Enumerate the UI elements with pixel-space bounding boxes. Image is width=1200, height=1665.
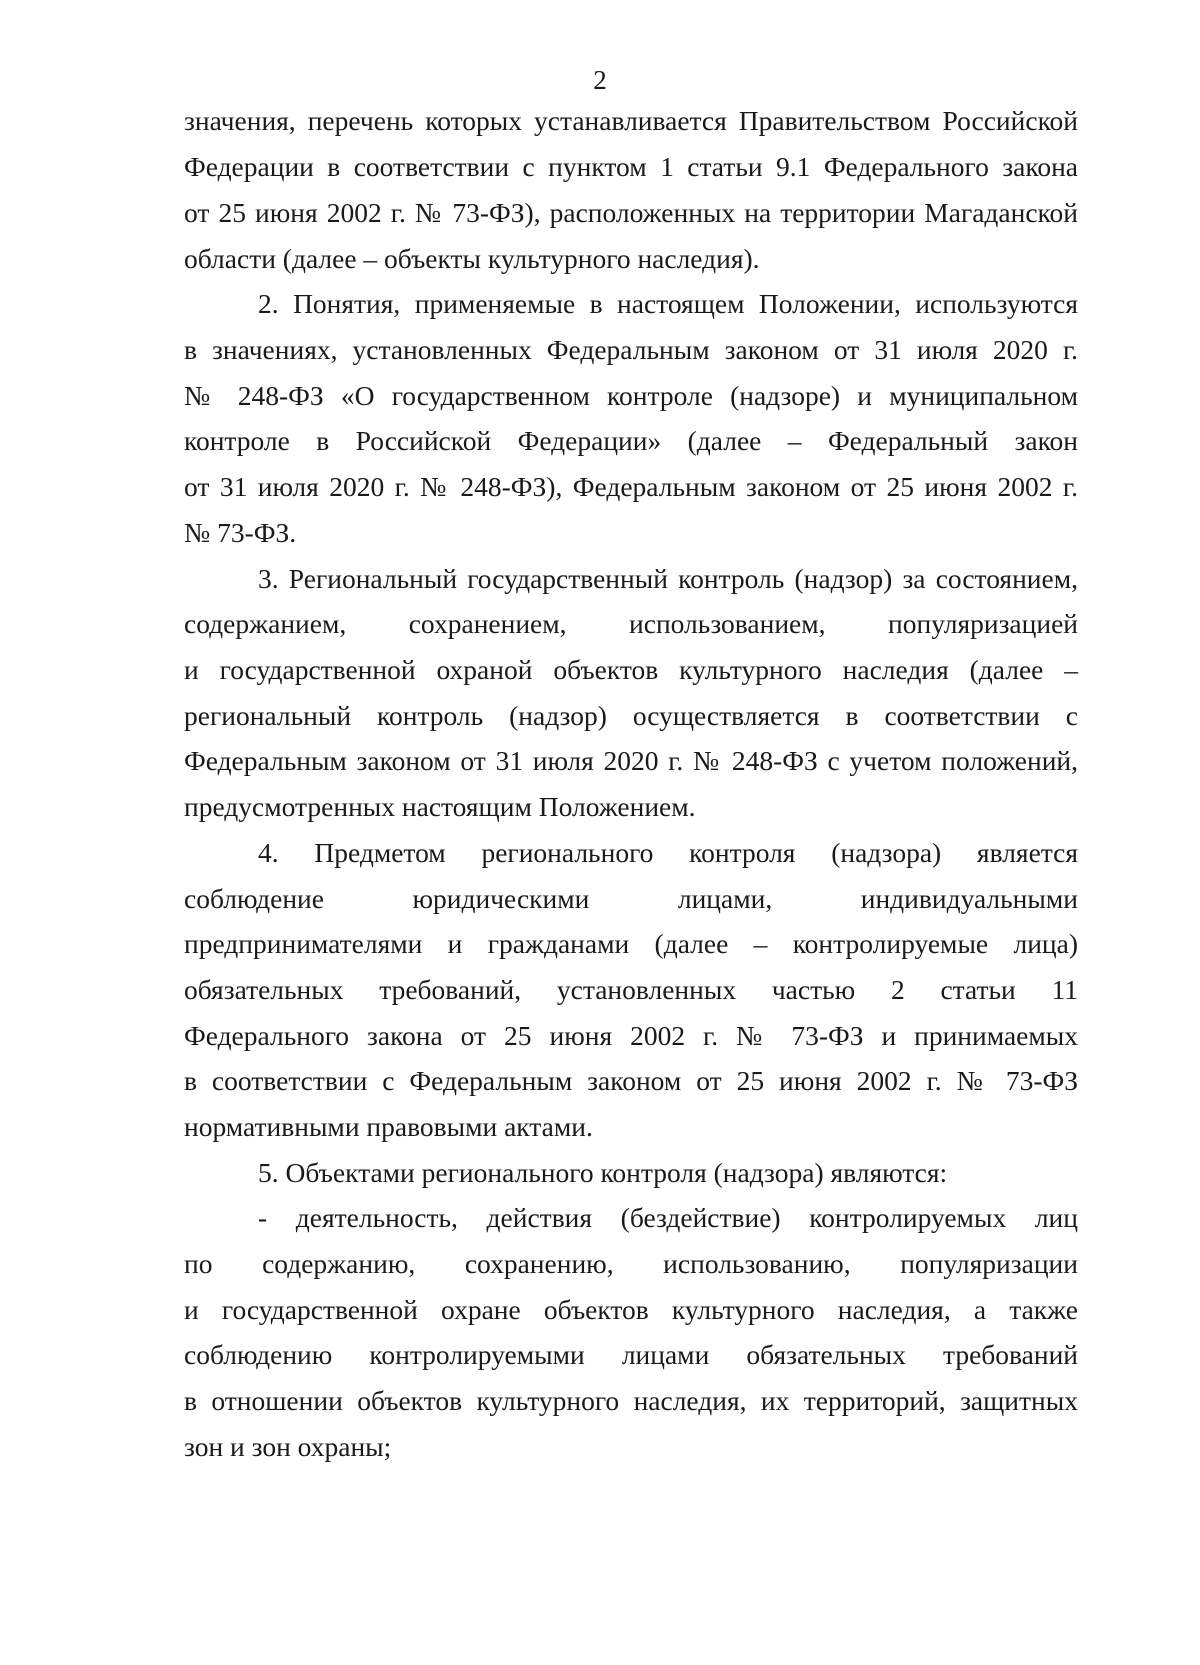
- text-line: № 73-ФЗ.: [184, 517, 297, 548]
- paragraph-4-first-line: 4. Предметом регионального контроля (надзора) является: [258, 837, 1078, 868]
- paragraph-5-first-line: 5. Объектами регионального контроля (надзора) являются:: [258, 1157, 948, 1188]
- text-line: Федерации в соответствии с пунктом 1 статьи 9.1 Федерального закона: [184, 151, 1078, 182]
- text-line: Федеральным законом от 31 июля 2020 г. № 248-ФЗ с учетом положений,: [184, 745, 1078, 776]
- text-line: и государственной охраной объектов культурного наследия (далее –: [184, 654, 1078, 685]
- text-line: в значениях, установленных Федеральным законом от 31 июля 2020 г.: [184, 334, 1078, 365]
- text-line: предпринимателями и гражданами (далее – контролируемые лица): [184, 928, 1078, 959]
- text-line: содержанием, сохранением, использованием, популяризацией: [184, 608, 1078, 639]
- paragraph-3-first-line: 3. Региональный государственный контроль (надзор) за состоянием,: [258, 563, 1078, 594]
- text-line: от 31 июля 2020 г. № 248-ФЗ), Федеральным законом от 25 июня 2002 г.: [184, 471, 1078, 502]
- text-line: области (далее – объекты культурного наследия).: [184, 243, 760, 274]
- text-line: предусмотренных настоящим Положением.: [184, 791, 696, 822]
- text-line: значения, перечень которых устанавливается Правительством Российской: [184, 105, 1078, 136]
- text-line: соблюдение юридическими лицами, индивидуальными: [184, 883, 1078, 914]
- text-line: региональный контроль (надзор) осуществляется в соответствии с: [184, 700, 1078, 731]
- text-line: и государственной охране объектов культурного наследия, а также: [184, 1294, 1078, 1325]
- text-line: № 248-ФЗ «О государственном контроле (надзоре) и муниципальном: [184, 380, 1078, 411]
- text-line: соблюдению контролируемыми лицами обязательных требований: [184, 1339, 1078, 1370]
- list-item-first-line: - деятельность, действия (бездействие) контролируемых лиц: [258, 1202, 1078, 1233]
- text-line: нормативными правовыми актами.: [184, 1111, 593, 1142]
- text-line: в соответствии с Федеральным законом от 25 июня 2002 г. № 73-ФЗ: [184, 1065, 1078, 1096]
- text-line: обязательных требований, установленных частью 2 статьи 11: [184, 974, 1078, 1005]
- text-line: по содержанию, сохранению, использованию, популяризации: [184, 1248, 1078, 1279]
- paragraph-2-first-line: 2. Понятия, применяемые в настоящем Положении, используются: [258, 288, 1078, 319]
- text-line: контроле в Российской Федерации» (далее – Федеральный закон: [184, 425, 1078, 456]
- text-line: в отношении объектов культурного наследия, их территорий, защитных: [184, 1385, 1078, 1416]
- text-line: от 25 июня 2002 г. № 73-ФЗ), расположенных на территории Магаданской: [184, 197, 1078, 228]
- text-line: зон и зон охраны;: [184, 1431, 392, 1462]
- text-line: Федерального закона от 25 июня 2002 г. № 73-ФЗ и принимаемых: [184, 1020, 1078, 1051]
- page-number: 2: [593, 65, 607, 95]
